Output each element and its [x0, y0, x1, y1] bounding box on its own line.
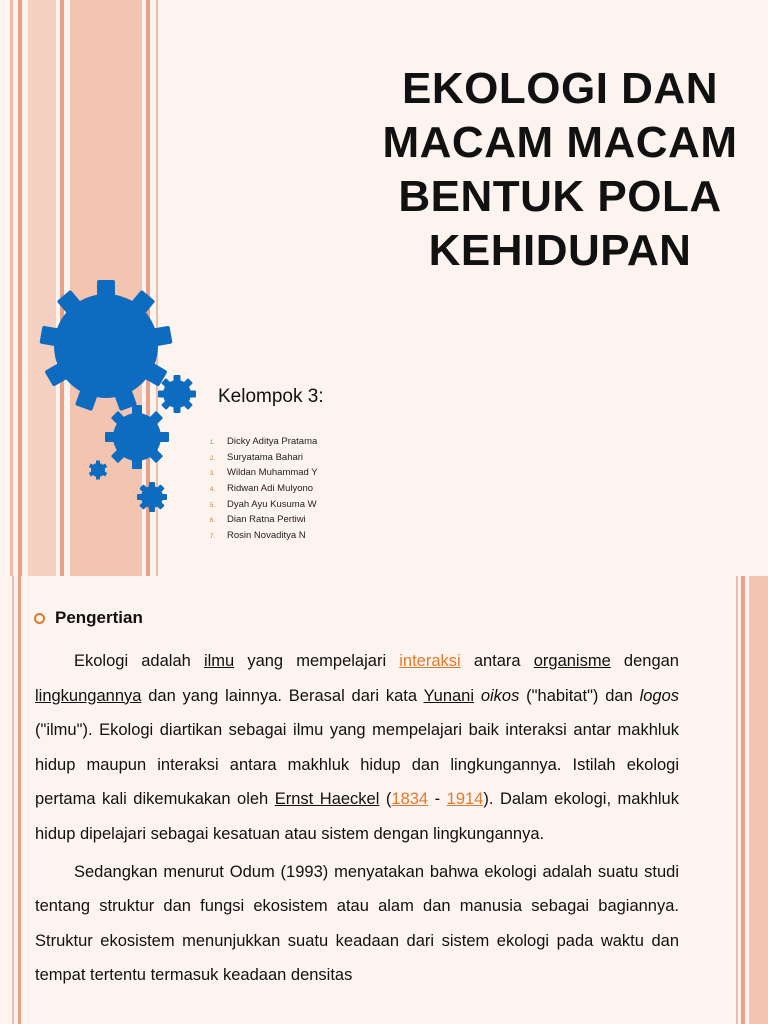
list-number: 7. [210, 534, 216, 541]
list-number: 5. [210, 502, 216, 509]
list-number: 2. [210, 455, 216, 462]
bullet-icon [34, 613, 45, 624]
stripe-decoration [741, 576, 745, 1024]
list-item [210, 497, 318, 513]
text-span: ("ilmu"). Ekologi diartikan sebagai ilmu yang mempelajari baik interaksi antar makhluk hidup maupun interaksi antara makhluk hidup dan lingkungannya. Istilah ekologi pertama kali dikemukakan oleh [35, 721, 679, 809]
stripe-decoration [12, 576, 14, 1024]
list-item [210, 434, 318, 450]
link-year-1834[interactable]: 1834 [391, 790, 429, 809]
paragraph [35, 644, 679, 852]
stripe-decoration [736, 576, 738, 1024]
list-item [210, 465, 318, 481]
content-slide [0, 576, 768, 1024]
slide-title [360, 62, 760, 278]
title-line: KEHIDUPAN [428, 226, 692, 275]
gear-icon [157, 374, 197, 414]
text-span: dengan [610, 652, 679, 670]
title-line: MACAM MACAM [382, 118, 738, 167]
member-name: Rosin Novaditya N [227, 530, 306, 542]
link-organisme[interactable]: organisme [533, 652, 611, 670]
link-interaksi[interactable]: interaksi [399, 652, 461, 670]
member-name: Dian Ratna Pertiwi [227, 514, 306, 526]
body-text [35, 644, 679, 996]
section-heading [34, 608, 143, 628]
title-line: BENTUK POLA [398, 172, 722, 221]
link-ilmu[interactable]: ilmu [203, 652, 235, 670]
group-label: Kelompok 3: [218, 386, 324, 407]
text-span: dan yang lainnya. Berasal dari kata [141, 686, 424, 705]
list-number: 3. [210, 471, 216, 478]
list-item [210, 512, 318, 528]
italic-logos: logos [639, 686, 680, 705]
list-number: 6. [210, 518, 216, 525]
stripe-decoration [18, 0, 22, 576]
italic-oikos: oikos [480, 686, 520, 705]
link-lingkungan[interactable]: lingkungannya [35, 686, 142, 705]
stripe-decoration [18, 576, 21, 1024]
member-name: Ridwan Adi Mulyono [227, 483, 314, 495]
member-list [210, 434, 318, 544]
gear-icon [136, 481, 168, 513]
list-item [210, 481, 318, 497]
text-span: ("habitat") dan [519, 686, 640, 705]
text-span: antara [460, 652, 534, 670]
text-span: Ekologi adalah [74, 652, 204, 670]
link-ernst-haeckel[interactable]: Ernst Haeckel [274, 790, 380, 809]
text-span: yang mempelajari [234, 652, 400, 670]
text-span [474, 687, 481, 705]
link-yunani[interactable]: Yunani [423, 686, 475, 705]
text-span: - [428, 790, 447, 809]
link-year-1914[interactable]: 1914 [446, 790, 484, 809]
member-name: Dyah Ayu Kusuma W [227, 498, 317, 510]
paragraph: Sedangkan menurut Odum (1993) menyatakan bahwa ekologi adalah suatu studi tentang struktur dan fungsi ekosistem atau alam dan manusia sebagai bagiannya. Struktur ekosistem menunjukkan suatu keadaan dari sistem ekologi pada waktu dan tempat tertentu termasuk keadaan densitas [35, 862, 679, 985]
member-name: Suryatama Bahari [227, 451, 304, 463]
title-line: EKOLOGI DAN [402, 64, 718, 113]
text-span: ). Dalam ekologi, makhluk hidup dipelajari sebagai kesatuan atau sistem dengan lingkungannya. [35, 790, 679, 843]
stripe-decoration [10, 0, 13, 576]
gear-icon [88, 460, 108, 480]
list-number: 1. [210, 440, 216, 446]
list-item [210, 450, 318, 466]
list-number: 4. [210, 487, 216, 494]
stripe-decoration [749, 576, 768, 1024]
heading-text: Pengertian [55, 608, 143, 627]
list-item [210, 528, 318, 544]
text-span: ( [379, 790, 392, 809]
member-name: Wildan Muhammad Y [227, 467, 318, 479]
member-name: Dicky Aditya Pratama [227, 436, 318, 447]
gear-icon [36, 276, 176, 416]
